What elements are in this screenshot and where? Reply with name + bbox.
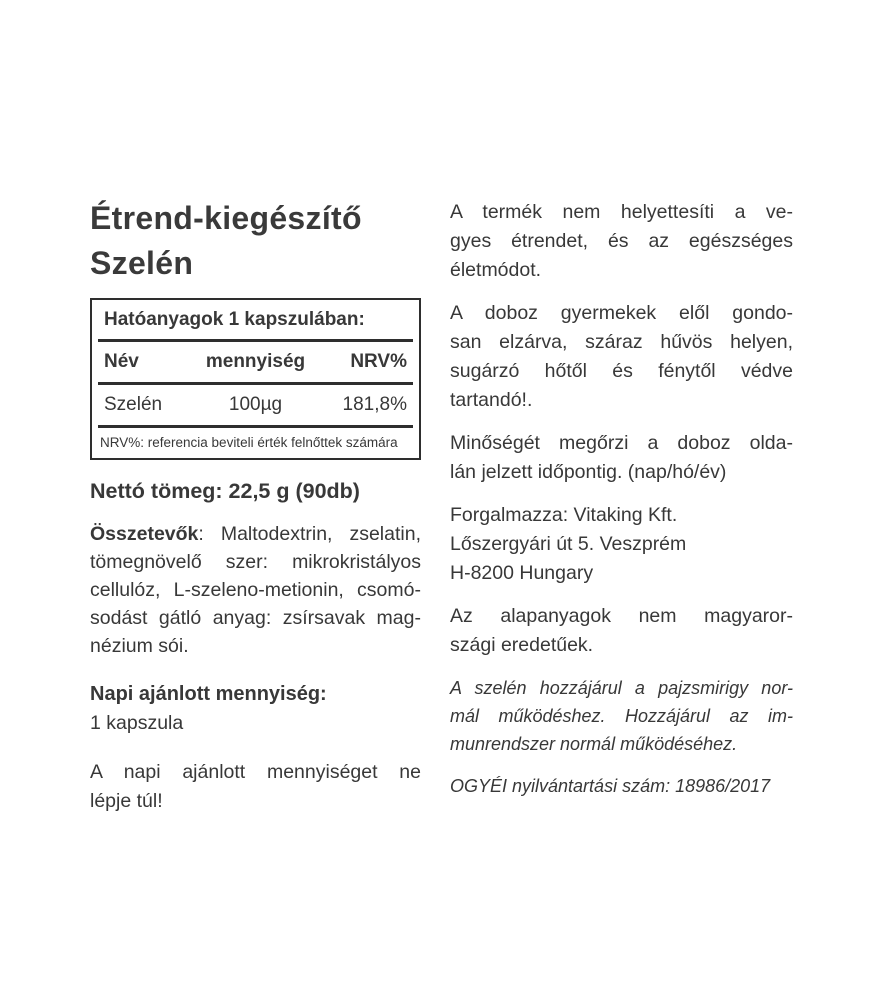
text-line: gyes étrendet, és az egészséges: [450, 230, 793, 252]
product-title: [90, 196, 421, 286]
text-line: tartandó!.: [450, 389, 533, 411]
daily-amount-value: 1 kapszula: [90, 712, 184, 734]
text-line: Az alapanyagok nem magyaror-: [450, 605, 793, 627]
text-line: tömegnövelő szer: mikrokristályos: [90, 551, 421, 573]
text-line: Forgalmazza: Vitaking Kft.: [450, 504, 678, 526]
text-line: sugárzó hőtől és fénytől védve: [450, 360, 793, 382]
text-line: A szelén hozzájárul a pajzsmirigy nor-: [450, 678, 793, 698]
ingredients-label: Összetevők: [90, 523, 199, 545]
ingredients-paragraph: [90, 520, 421, 660]
paragraph-health-claim: [450, 674, 793, 758]
text-line: san elzárva, száraz hűvös helyen,: [450, 331, 793, 353]
net-weight: Nettó tömeg: 22,5 g (90db): [90, 479, 360, 503]
active-ingredients-table: [90, 298, 421, 460]
cell-name: Szelén: [104, 394, 163, 415]
paragraph-storage-note: [450, 299, 793, 415]
text-line: életmódot.: [450, 259, 542, 281]
registration-number: OGYÉI nyilvántartási szám: 18986/2017: [450, 776, 771, 796]
column-header-amount: mennyiség: [205, 351, 306, 372]
paragraph-distributor: [450, 501, 793, 588]
text-line: cellulóz, L-szeleno-metionin, csomó-: [90, 579, 421, 601]
left-column: [90, 196, 421, 830]
table-title: Hatóanyagok 1 kapszulában:: [104, 309, 365, 330]
column-header-nrv: NRV%: [350, 351, 407, 372]
column-header-name: Név: [104, 351, 139, 372]
ingredients-lines: [90, 548, 421, 660]
daily-amount-heading: Napi ajánlott mennyiség:: [90, 683, 327, 705]
text-line: nézium sói.: [90, 635, 189, 657]
text-line: munrendszer normál működéséhez.: [450, 734, 738, 754]
text-line: Szelén: [90, 245, 194, 281]
text-line: sodást gátló anyag: zsírsavak mag-: [90, 607, 421, 629]
text-line: H-8200 Hungary: [450, 562, 594, 584]
text-line: lán jelzett időpontig. (nap/hó/év): [450, 461, 727, 483]
text-line: lépje túl!: [90, 790, 163, 812]
ingredients-first-line: [90, 520, 421, 548]
warning-paragraph: [90, 758, 421, 816]
text-line: A termék nem helyettesíti a ve-: [450, 201, 793, 223]
cell-nrv: 181,8%: [342, 394, 407, 415]
table-column-headers: [92, 342, 419, 382]
text-line: Minőségét megőrzi a doboz olda-: [450, 432, 793, 454]
paragraph-diet-note: [450, 198, 793, 285]
table-row: [92, 385, 419, 425]
text-line: A napi ajánlott mennyiséget ne: [90, 761, 421, 783]
ingredients-first-line-rest: : Maltodextrin, zselatin,: [198, 523, 421, 545]
text-line: Étrend-kiegészítő: [90, 200, 362, 236]
right-column: [450, 198, 793, 814]
cell-amount: 100µg: [228, 394, 283, 415]
table-footnote: NRV%: referencia beviteli érték felnőttek számára: [100, 435, 398, 450]
text-line: A doboz gyermekek elől gondo-: [450, 302, 793, 324]
paragraph-origin: [450, 602, 793, 660]
text-line: mál működéshez. Hozzájárul az im-: [450, 706, 793, 726]
text-line: szági eredetűek.: [450, 634, 594, 656]
paragraph-best-before: [450, 429, 793, 487]
text-line: Lőszergyári út 5. Veszprém: [450, 533, 687, 555]
